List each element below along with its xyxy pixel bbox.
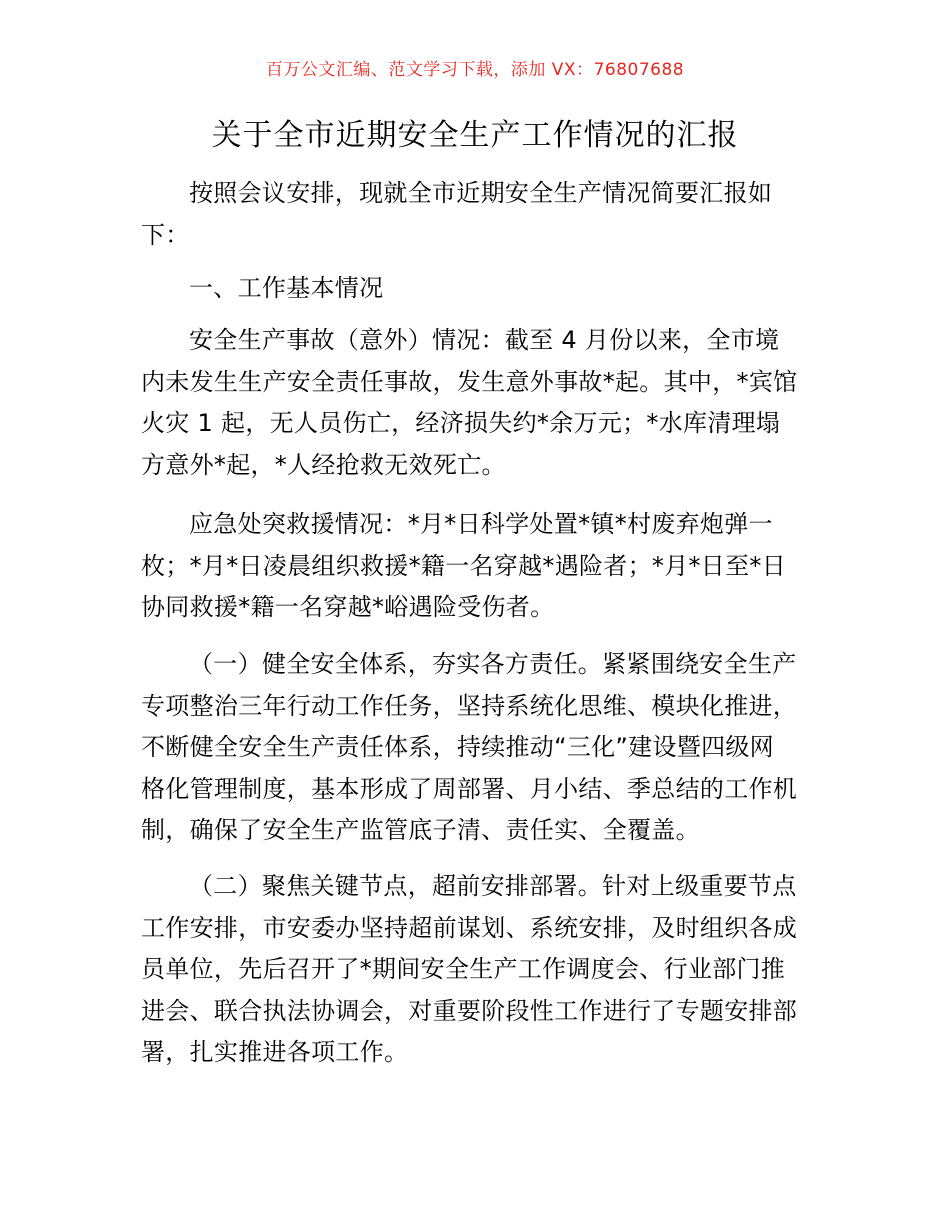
text-line: 按照会议安排，现就全市近期安全生产情况简要汇报如 — [189, 179, 773, 207]
text-line: 火灾 1 起，无人员伤亡，经济损失约*余万元；*水库清理塌 — [141, 409, 781, 437]
accidents-paragraph — [141, 320, 813, 486]
section-1-heading: 一、工作基本情况 — [189, 274, 384, 302]
text-line: 员单位，先后召开了*期间安全生产工作调度会、行业部门推 — [141, 955, 786, 983]
text-line: 内未发生生产安全责任事故，发生意外事故*起。其中，*宾馆 — [141, 367, 798, 396]
text-line: 署，扎实推进各项工作。 — [141, 1038, 409, 1066]
text-line: 格化管理制度，基本形成了周部署、月小结、季总结的工作机 — [141, 774, 798, 803]
intro-paragraph — [141, 173, 813, 256]
text-line: 不断健全安全生产责任体系，持续推动“三化”建设暨四级网 — [141, 733, 774, 761]
text-line: 制，确保了安全生产监管底子清、责任实、全覆盖。 — [141, 816, 700, 844]
text-line: 应急处突救援情况：*月*日科学处置*镇*村废弃炮弹一 — [189, 510, 773, 538]
watermark-header: 百万公文汇编、范文学习下载，添加 VX：76807688 — [265, 60, 685, 80]
section-heading — [141, 268, 813, 310]
item-1-paragraph — [141, 644, 813, 852]
text-line: （一）健全安全体系，夯实各方责任。紧紧围绕安全生产 — [189, 650, 797, 678]
text-line: 下： — [141, 220, 190, 249]
text-line: 工作安排，市安委办坚持超前谋划、系统安排，及时组织各成 — [141, 913, 798, 942]
document-title: 关于全市近期安全生产工作情况的汇报 — [211, 118, 739, 153]
text-line: 安全生产事故（意外）情况：截至 4 月份以来，全市境 — [189, 326, 780, 354]
text-line: 方意外*起，*人经抢救无效死亡。 — [141, 450, 506, 479]
text-line: 进会、联合执法协调会，对重要阶段性工作进行了专题安排部 — [141, 996, 798, 1025]
item-2-paragraph — [141, 866, 813, 1074]
text-line: 枚；*月*日凌晨组织救援*籍一名穿越*遇险者；*月*日至*日 — [141, 551, 786, 580]
text-line: 协同救援*籍一名穿越*峪遇险受伤者。 — [141, 593, 555, 621]
text-line: 专项整治三年行动工作任务，坚持系统化思维、模块化推进， — [141, 691, 798, 720]
rescue-paragraph — [141, 504, 813, 629]
text-line: （二）聚焦关键节点，超前安排部署。针对上级重要节点 — [189, 872, 797, 900]
